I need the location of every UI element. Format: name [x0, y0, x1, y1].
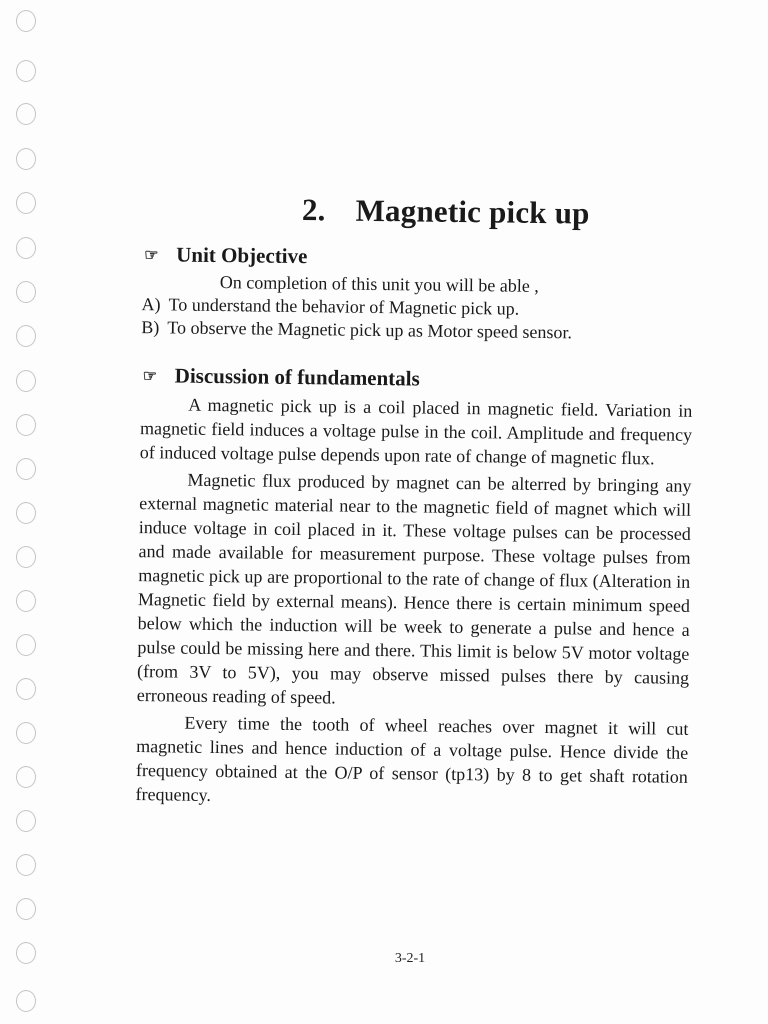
discussion-heading-text: Discussion of fundamentals [174, 363, 420, 391]
objective-item-label: B) [141, 317, 160, 338]
discussion-paragraph: Magnetic flux produced by magnet can be alterred by bringing any external magnetic material near to the magnetic field of magnet which will induce voltage in coil placed in it. These voltage pulses can be processed and made available for measurement purpose. These voltage pulses from magnetic pick up are proportional to the rate of change of flux (Alteration in Magnetic field by external means). Hence there is certain minimum speed below which the induction will be week to generate a pulse and hence a pulse could be missing here and there. This limit is below 5V motor voltage (from 3V to 5V), you may observe missed pulses there by causing erroneous reading of speed. [136, 469, 692, 708]
punch-hole [16, 414, 36, 436]
punch-hole [16, 10, 36, 32]
punch-hole [16, 192, 36, 214]
binder-punch-holes [16, 0, 42, 1024]
punch-hole [16, 546, 36, 568]
pointing-hand-icon: ☞ [144, 246, 159, 264]
objective-item-text: To observe the Magnetic pick up as Motor speed sensor. [167, 317, 573, 343]
document-page [127, 190, 695, 816]
punch-hole [16, 766, 36, 788]
punch-hole [16, 502, 36, 524]
punch-hole [16, 237, 36, 259]
punch-hole [16, 990, 36, 1012]
title-number: 2. [301, 192, 326, 228]
discussion-section [127, 363, 692, 813]
punch-hole [16, 810, 36, 832]
punch-hole [16, 281, 36, 303]
discussion-paragraph: Every time the tooth of wheel reaches over magnet it will cut magnetic lines and hence induction of a voltage pulse. Hence divide the frequency obtained at the O/P of sensor (tp13) by 8 to get shaft rotation frequency. [135, 712, 689, 805]
punch-hole [16, 722, 36, 744]
punch-hole [16, 678, 36, 700]
objective-item-text: To understand the behavior of Magnetic pick up. [168, 294, 520, 319]
pointing-hand-icon: ☞ [142, 367, 158, 385]
punch-hole [16, 898, 36, 920]
punch-hole [16, 370, 36, 392]
punch-hole [16, 458, 36, 480]
punch-hole [16, 60, 36, 82]
title-text: Magnetic pick up [355, 192, 590, 231]
punch-hole [16, 103, 36, 125]
page-number: 3-2-1 [394, 951, 426, 966]
punch-hole [16, 148, 36, 170]
punch-hole [16, 634, 36, 656]
punch-hole [16, 854, 36, 876]
objective-intro: On completion of this unit you will be able , [219, 272, 539, 296]
punch-hole [16, 590, 36, 612]
unit-objective-section [133, 242, 694, 346]
punch-hole [16, 325, 36, 347]
objective-item-label: A) [141, 294, 161, 315]
discussion-heading [133, 363, 693, 395]
unit-objective-heading-text: Unit Objective [176, 242, 308, 269]
unit-objective-heading [134, 242, 694, 274]
page-title [197, 191, 695, 233]
discussion-paragraph: A magnetic pick up is a coil placed in magnetic field. Variation in magnetic field induces a voltage pulse in the coil. Amplitude and frequency of induced voltage pulse depends upon rate of change of magnetic flux. [139, 394, 693, 469]
